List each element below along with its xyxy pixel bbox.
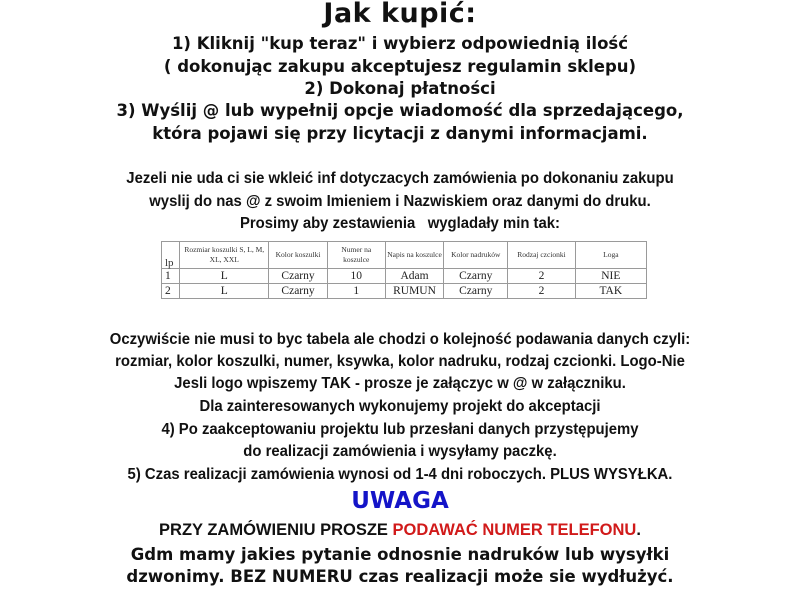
warning-heading: UWAGA bbox=[351, 488, 449, 514]
step-5: 5) Czas realizacji zamówienia wynosi od 1-4 dni roboczych. PLUS WYSYŁKA. bbox=[127, 466, 673, 483]
page-title: Jak kupić: bbox=[323, 0, 477, 29]
order-note-1: Oczywiście nie musi to byc tabela ale chodzi o kolejność podawania danych czyli: bbox=[109, 331, 691, 348]
phone-warning-suffix: . bbox=[636, 521, 641, 539]
contact-note-1: Gdm mamy jakies pytanie odnosnie nadruków lub wysyłki bbox=[130, 545, 670, 564]
table-row bbox=[162, 269, 647, 284]
step-2: 2) Dokonaj płatności bbox=[304, 79, 496, 98]
table-row bbox=[162, 284, 647, 299]
col-header-number: Numer na koszulce bbox=[327, 242, 385, 269]
cell-lp: 1 bbox=[162, 269, 180, 284]
cell-logo: TAK bbox=[575, 284, 646, 299]
paste-note-1: Jezeli nie uda ci sie wkleić inf dotyczacych zamówienia po dokonaniu zakupu bbox=[126, 170, 674, 187]
col-header-font: Rodzaj czcionki bbox=[508, 242, 575, 269]
cell-font: 2 bbox=[508, 269, 575, 284]
cell-print-color: Czarny bbox=[444, 284, 508, 299]
example-order-table bbox=[161, 241, 647, 299]
cell-size: L bbox=[180, 269, 269, 284]
cell-text: Adam bbox=[385, 269, 443, 284]
table-header-row bbox=[162, 242, 647, 269]
step-1: 1) Kliknij "kup teraz" i wybierz odpowiednią ilość bbox=[171, 34, 629, 53]
col-header-size: Rozmiar koszulki S, L, M, XL, XXL bbox=[180, 242, 269, 269]
contact-note-2: dzwonimy. BEZ NUMERU czas realizacji może sie wydłużyć. bbox=[126, 567, 674, 586]
order-note-3: Jesli logo wpiszemy TAK - prosze je załączyc w @ w załączniku. bbox=[174, 375, 626, 392]
col-header-shirt-color: Kolor koszulki bbox=[269, 242, 327, 269]
col-header-text: Napis na koszulce bbox=[385, 242, 443, 269]
phone-warning-highlight: PODAWAĆ NUMER TELEFONU bbox=[392, 521, 637, 539]
step-3: 3) Wyślij @ lub wypełnij opcje wiadomość dla sprzedającego, bbox=[116, 101, 684, 120]
cell-print-color: Czarny bbox=[444, 269, 508, 284]
cell-logo: NIE bbox=[575, 269, 646, 284]
col-header-logo: Loga bbox=[575, 242, 646, 269]
cell-number: 10 bbox=[327, 269, 385, 284]
cell-text: RUMUN bbox=[385, 284, 443, 299]
col-header-print-color: Kolor nadruków bbox=[444, 242, 508, 269]
phone-warning bbox=[0, 521, 800, 540]
cell-lp: 2 bbox=[162, 284, 180, 299]
order-note-4: Dla zainteresowanych wykonujemy projekt do akceptacji bbox=[199, 398, 601, 415]
cell-font: 2 bbox=[508, 284, 575, 299]
cell-size: L bbox=[180, 284, 269, 299]
step-1-note: ( dokonując zakupu akceptujesz regulamin sklepu) bbox=[163, 57, 637, 76]
phone-warning-prefix: PRZY ZAMÓWIENIU PROSZE bbox=[159, 521, 393, 539]
step-4-cont: do realizacji zamówienia i wysyłamy paczkę. bbox=[243, 443, 557, 460]
order-note-2: rozmiar, kolor koszulki, numer, ksywka, kolor nadruku, rodzaj czcionki. Logo-Nie bbox=[115, 353, 685, 370]
cell-shirt-color: Czarny bbox=[269, 269, 327, 284]
paste-note-2: wyslij do nas @ z swoim Imieniem i Nazwiskiem oraz danymi do druku. bbox=[149, 193, 651, 210]
cell-shirt-color: Czarny bbox=[269, 284, 327, 299]
paste-note-3: Prosimy aby zestawienia wygladały min tak: bbox=[239, 215, 561, 232]
col-header-lp: lp bbox=[162, 242, 180, 269]
step-4: 4) Po zaakceptowaniu projektu lub przesłani danych przystępujemy bbox=[161, 421, 639, 438]
cell-number: 1 bbox=[327, 284, 385, 299]
step-3-note: która pojawi się przy licytacji z danymi informacjami. bbox=[152, 124, 648, 143]
